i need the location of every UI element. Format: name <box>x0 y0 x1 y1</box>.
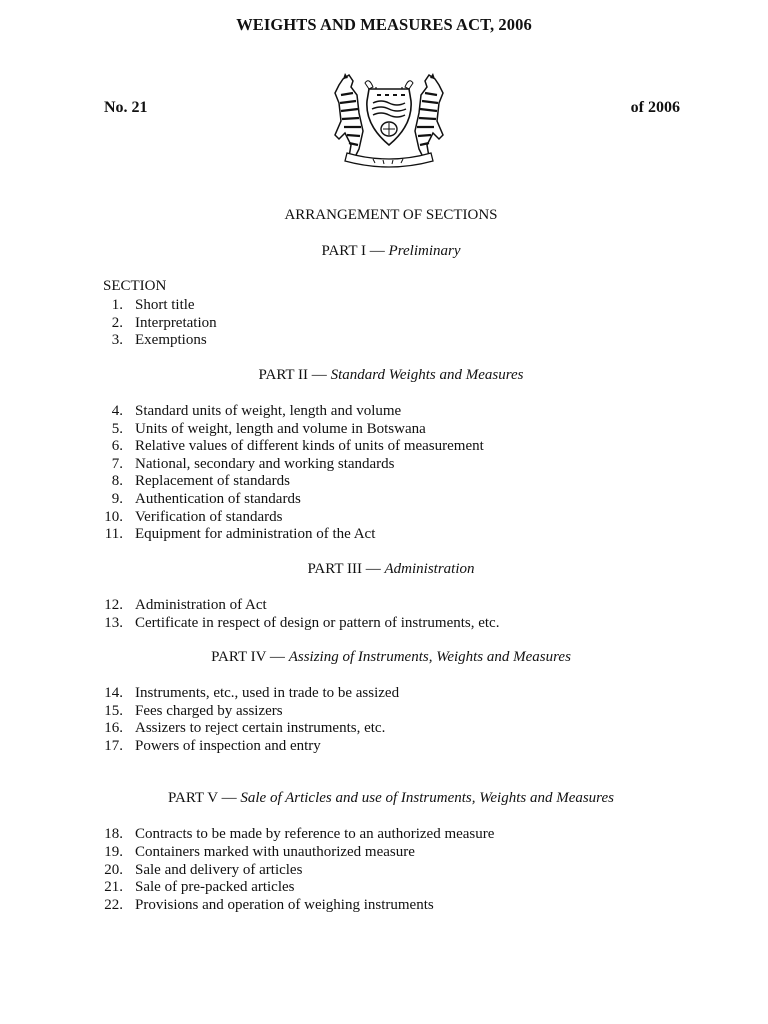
act-number: No. 21 <box>104 99 148 116</box>
part-label: PART III — <box>307 561 381 577</box>
part-label: PART V — <box>168 790 237 806</box>
section-item <box>0 684 400 702</box>
section-number: 16. <box>104 720 123 736</box>
section-title: Containers marked with unauthorized measure <box>135 844 415 860</box>
section-number: 8. <box>111 473 123 489</box>
zebra-left-icon <box>335 73 363 157</box>
section-title: National, secondary and working standards <box>135 456 395 472</box>
section-number: 13. <box>104 615 123 631</box>
section-item <box>0 825 495 843</box>
section-number: 21. <box>104 879 123 895</box>
section-title: Units of weight, length and volume in Botswana <box>135 421 426 437</box>
part-label: PART IV — <box>211 649 285 665</box>
section-title: Instruments, etc., used in trade to be assized <box>135 685 400 701</box>
section-number: 20. <box>104 862 123 878</box>
section-item <box>0 296 195 314</box>
section-item <box>0 402 402 420</box>
section-title: Powers of inspection and entry <box>135 738 321 754</box>
part-label: PART II — <box>258 367 327 383</box>
section-title: Short title <box>135 297 195 313</box>
part-heading <box>0 561 768 578</box>
section-number: 9. <box>111 491 123 507</box>
section-number: 5. <box>111 421 123 437</box>
section-number: 18. <box>104 826 123 842</box>
section-number: 1. <box>111 297 123 313</box>
section-column-label: SECTION <box>103 278 167 294</box>
section-title: Verification of standards <box>135 509 283 525</box>
part-label: PART I — <box>321 243 385 259</box>
section-number: 6. <box>111 438 123 454</box>
part-heading <box>0 790 768 807</box>
motto-scroll-icon <box>345 153 433 167</box>
section-title: Certificate in respect of design or pattern of instruments, etc. <box>135 615 500 631</box>
section-title: Interpretation <box>135 315 217 331</box>
section-number: 3. <box>111 332 123 348</box>
part-title: Administration <box>384 561 475 577</box>
section-title: Provisions and operation of weighing instruments <box>135 897 434 913</box>
section-title: Relative values of different kinds of units of measurement <box>135 438 484 454</box>
section-item <box>0 420 426 438</box>
section-item <box>0 878 295 896</box>
shield-icon <box>367 89 411 145</box>
section-title: Administration of Act <box>135 597 267 613</box>
section-item <box>0 861 303 879</box>
section-number: 10. <box>104 509 123 525</box>
section-item <box>0 702 283 720</box>
section-item <box>0 437 484 455</box>
section-number: 19. <box>104 844 123 860</box>
section-item <box>0 472 290 490</box>
section-title: Exemptions <box>135 332 207 348</box>
section-number: 4. <box>111 403 123 419</box>
section-number: 17. <box>104 738 123 754</box>
section-item <box>0 719 386 737</box>
section-title: Standard units of weight, length and volume <box>135 403 402 419</box>
section-number: 22. <box>104 897 123 913</box>
section-item <box>0 508 283 526</box>
section-item <box>0 596 267 614</box>
section-item <box>0 331 207 349</box>
section-title: Authentication of standards <box>135 491 301 507</box>
section-item <box>0 455 395 473</box>
section-title: Assizers to reject certain instruments, etc. <box>135 720 386 736</box>
section-item <box>0 314 217 332</box>
section-title: Sale and delivery of articles <box>135 862 303 878</box>
section-item <box>0 614 500 632</box>
act-year: of 2006 <box>630 99 680 116</box>
section-title: Sale of pre-packed articles <box>135 879 295 895</box>
part-heading <box>0 367 768 384</box>
part-title: Assizing of Instruments, Weights and Measures <box>288 649 571 665</box>
section-title: Replacement of standards <box>135 473 290 489</box>
section-number: 12. <box>104 597 123 613</box>
act-title: WEIGHTS AND MEASURES ACT, 2006 <box>236 15 532 34</box>
part-title: Preliminary <box>388 243 461 259</box>
part-heading <box>0 649 768 666</box>
part-title: Standard Weights and Measures <box>330 367 524 383</box>
section-title: Equipment for administration of the Act <box>135 526 376 542</box>
section-number: 11. <box>104 526 123 542</box>
part-title: Sale of Articles and use of Instruments, Weights and Measures <box>240 790 614 806</box>
section-item <box>0 490 301 508</box>
section-number: 7. <box>111 456 123 472</box>
section-item <box>0 896 434 914</box>
arrangement-heading: ARRANGEMENT OF SECTIONS <box>284 207 498 223</box>
section-number: 2. <box>111 315 123 331</box>
section-title: Fees charged by assizers <box>135 703 283 719</box>
section-number: 15. <box>104 703 123 719</box>
section-number: 14. <box>104 685 123 701</box>
zebra-right-icon <box>415 73 443 157</box>
section-title: Contracts to be made by reference to an authorized measure <box>135 826 495 842</box>
section-item <box>0 843 415 861</box>
part-heading <box>0 243 768 260</box>
section-item <box>0 737 321 755</box>
section-item <box>0 525 376 543</box>
coat-of-arms-emblem <box>329 73 449 169</box>
